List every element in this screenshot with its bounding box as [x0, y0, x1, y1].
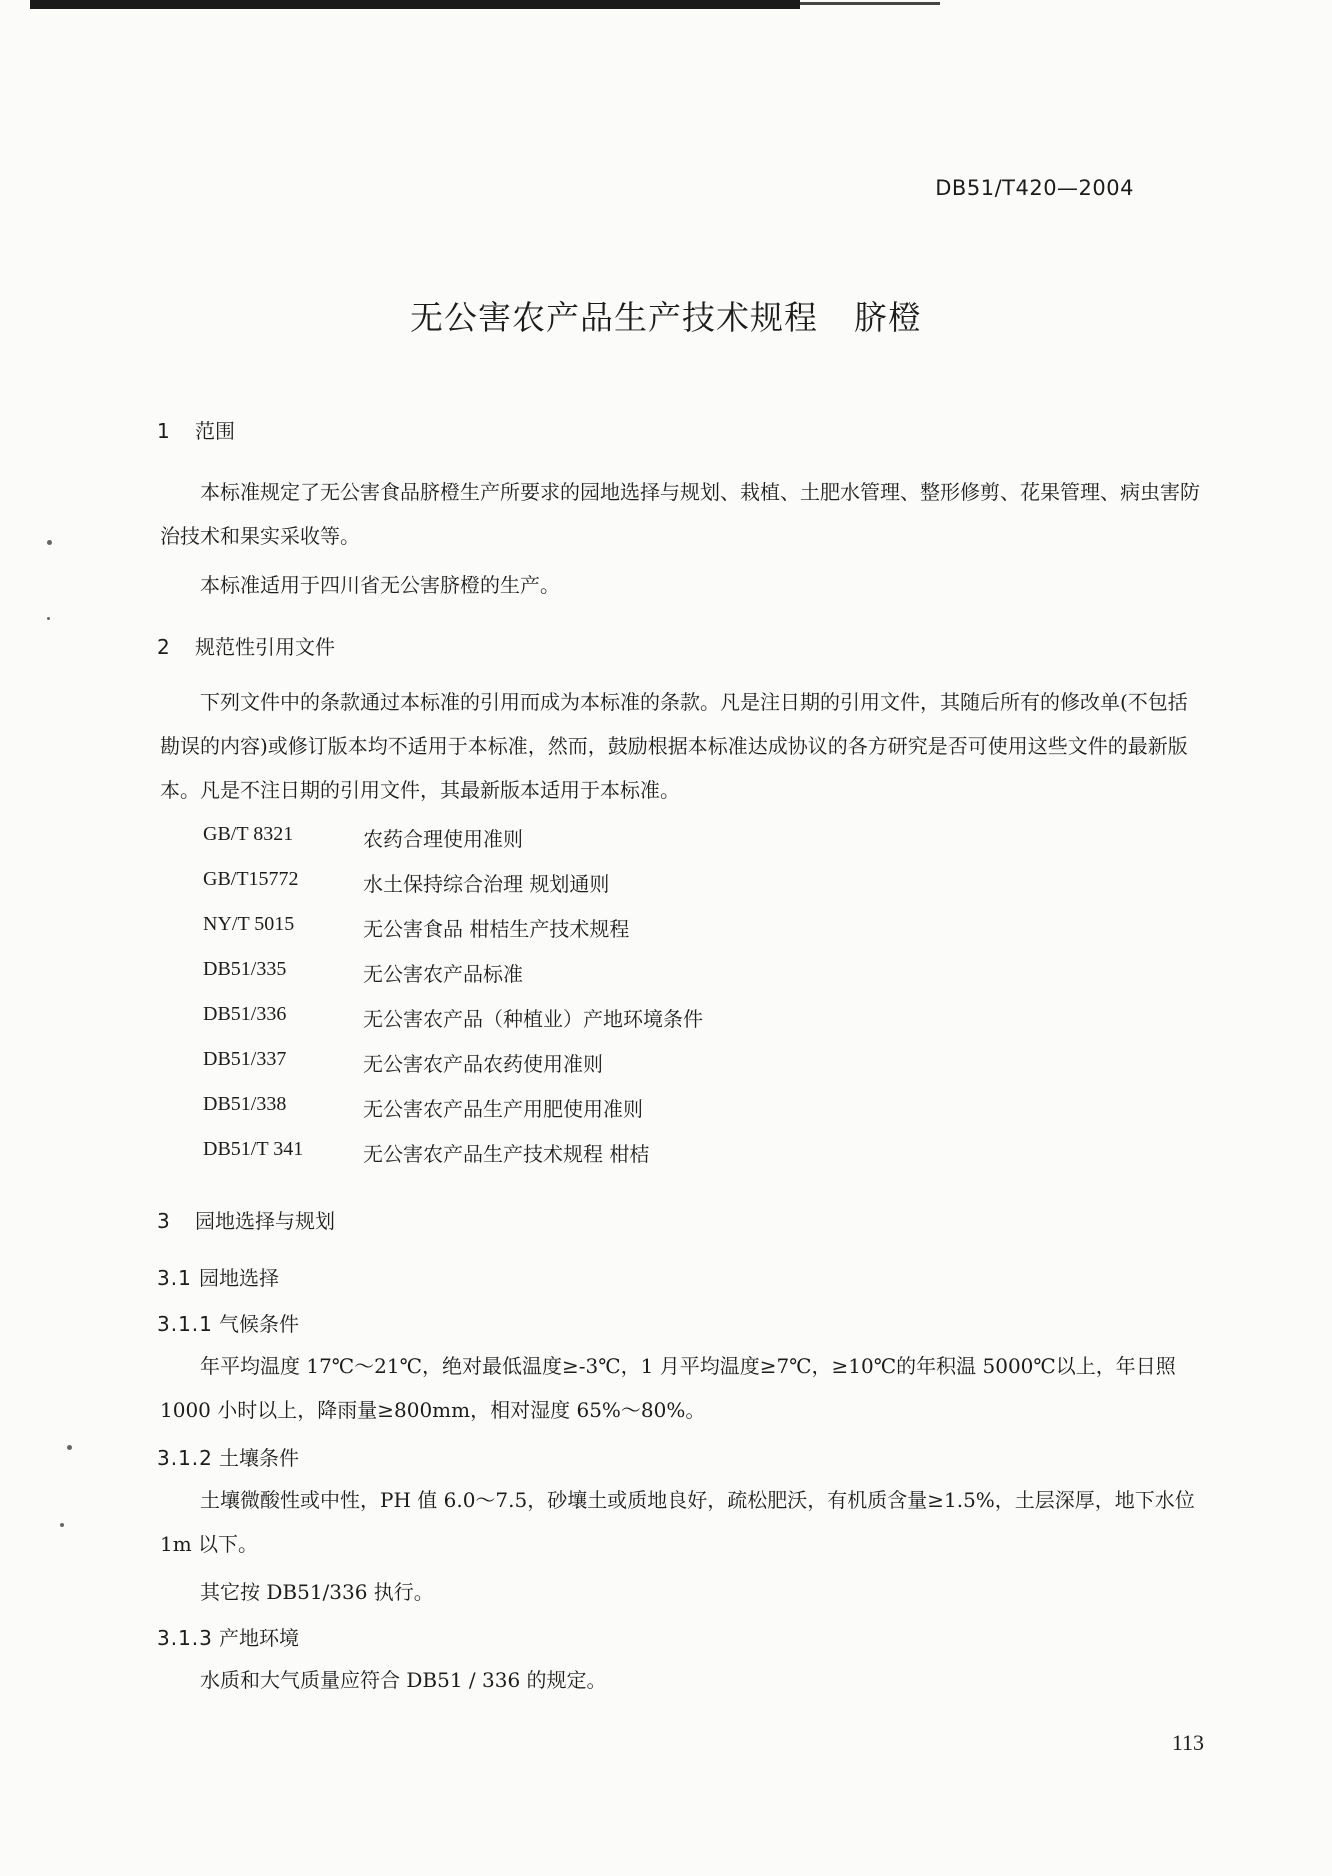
reference-code: NY/T 5015: [203, 913, 295, 935]
reference-code: GB/T15772: [203, 868, 299, 890]
section-title: 园地选择与规划: [195, 1209, 335, 1233]
scan-top-border: [30, 0, 800, 9]
soil-paragraph-2: 其它按 DB51/336 执行。: [200, 1580, 434, 1604]
reference-code: GB/T 8321: [203, 823, 294, 845]
scan-top-border-tail: [800, 2, 940, 5]
reference-title: 无公害农产品标准: [363, 962, 523, 986]
section-number: 2: [157, 635, 170, 659]
document-title: [0, 292, 1332, 339]
reference-title: 无公害食品 柑桔生产技术规程: [363, 917, 630, 941]
subsection-3-1-1-heading: [157, 1308, 299, 1337]
section-number: 1: [157, 419, 170, 443]
section-1-heading: [157, 415, 235, 444]
scan-speck: [67, 1445, 72, 1450]
reference-item: [203, 1048, 1003, 1078]
section-title: 规范性引用文件: [195, 635, 335, 659]
standard-number: DB51/T420—2004: [935, 176, 1134, 200]
reference-title: 无公害农产品生产用肥使用准则: [363, 1097, 643, 1121]
subsection-title: 产地环境: [219, 1626, 299, 1650]
reference-item: [203, 913, 1003, 943]
subsection-number: 3.1.3: [157, 1626, 213, 1650]
reference-code: DB51/338: [203, 1093, 287, 1115]
subsection-number: 3.1.2: [157, 1446, 213, 1470]
reference-title: 无公害农产品生产技术规程 柑桔: [363, 1142, 650, 1166]
section-3-heading: [157, 1205, 335, 1234]
section-2-paragraph: 下列文件中的条款通过本标准的引用而成为本标准的条款。凡是注日期的引用文件，其随后所有的修改单(不包括勘误的内容)或修订版本均不适用于本标准，然而，鼓励根据本标准达成协议的各方研究是否可使用这些文件的最新版本。凡是不注日期的引用文件，其最新版本适用于本标准。: [160, 690, 1188, 802]
subsection-title: 气候条件: [219, 1312, 299, 1336]
scan-speck: [60, 1523, 64, 1527]
reference-item: [203, 868, 1003, 898]
subsection-title: 园地选择: [199, 1266, 279, 1290]
title-main: 无公害农产品生产技术规程: [410, 298, 818, 337]
section-1-paragraph-1: 本标准规定了无公害食品脐橙生产所要求的园地选择与规划、栽植、土肥水管理、整形修剪、花果管理、病虫害防治技术和果实采收等。: [160, 480, 1200, 548]
scan-speck: [47, 617, 50, 620]
subsection-3-1-2-heading: [157, 1442, 299, 1471]
subsection-title: 土壤条件: [219, 1446, 299, 1470]
section-title: 范围: [195, 419, 235, 443]
environment-paragraph: 水质和大气质量应符合 DB51 / 336 的规定。: [200, 1668, 607, 1692]
subsection-3-1-3-heading: [157, 1622, 299, 1651]
section-2-heading: [157, 631, 335, 660]
reference-code: DB51/337: [203, 1048, 287, 1070]
section-1-paragraph-2: 本标准适用于四川省无公害脐橙的生产。: [200, 573, 560, 597]
climate-paragraph: 年平均温度 17℃～21℃，绝对最低温度≥-3℃，1 月平均温度≥7℃，≥10℃的年积温 5000℃以上，年日照 1000 小时以上，降雨量≥800mm，相对湿度 65%～80%。: [160, 1354, 1176, 1422]
reference-item: [203, 823, 1003, 853]
subsection-number: 3.1.1: [157, 1312, 213, 1336]
reference-item: [203, 1003, 1003, 1033]
reference-item: [203, 958, 1003, 988]
scan-speck: [47, 540, 52, 545]
reference-title: 农药合理使用准则: [363, 827, 523, 851]
reference-title: 水土保持综合治理 规划通则: [363, 872, 610, 896]
section-number: 3: [157, 1209, 170, 1233]
reference-item: [203, 1138, 1003, 1168]
reference-code: DB51/T 341: [203, 1138, 304, 1160]
reference-title: 无公害农产品农药使用准则: [363, 1052, 603, 1076]
subsection-number: 3.1: [157, 1266, 192, 1290]
reference-title: 无公害农产品（种植业）产地环境条件: [363, 1007, 703, 1031]
subsection-3-1-heading: [157, 1262, 279, 1291]
soil-paragraph-1: 土壤微酸性或中性，PH 值 6.0～7.5，砂壤土或质地良好，疏松肥沃，有机质含量≥1.5%，土层深厚，地下水位 1m 以下。: [160, 1488, 1195, 1556]
reference-item: [203, 1093, 1003, 1123]
reference-code: DB51/336: [203, 1003, 287, 1025]
reference-code: DB51/335: [203, 958, 287, 980]
page-number: 113: [1171, 1730, 1204, 1755]
title-subject: 脐橙: [854, 298, 922, 337]
